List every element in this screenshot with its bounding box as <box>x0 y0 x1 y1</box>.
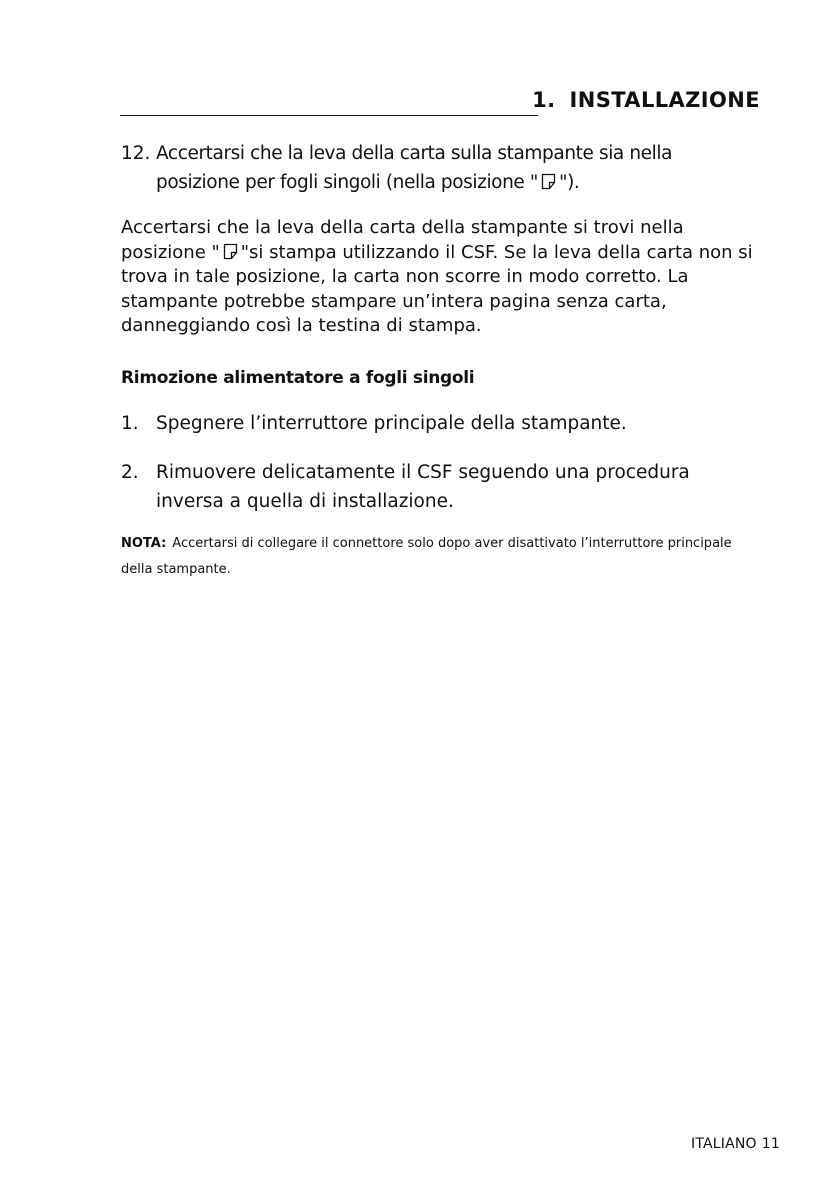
chapter-number: 1. <box>532 88 556 112</box>
header-rule <box>120 115 538 116</box>
removal-step-2 <box>121 458 761 516</box>
section-heading: Rimozione alimentatore a fogli singoli <box>121 367 475 388</box>
paragraph-text-part: Accertarsi che la leva della carta della stampante si trovi nella posizione " <box>121 217 684 263</box>
note <box>121 531 761 583</box>
single-sheet-icon <box>541 173 556 190</box>
page-number: 11 <box>761 1136 780 1152</box>
step-number: 12. <box>121 143 151 164</box>
note-text: Accertarsi di collegare il connettore solo dopo aver disattivato l’interruttore principale della stampante. <box>121 535 732 577</box>
note-label: NOTA: <box>121 535 167 551</box>
step-number: 1. <box>121 412 139 434</box>
step-12 <box>121 139 761 197</box>
step-text-part: "). <box>559 172 580 193</box>
page-content <box>121 139 761 583</box>
paragraph-text-part: "si stampa utilizzando il CSF. Se la leva della carta non si trova in tale posizione, la carta non scorre in modo corretto. La stampante potrebbe stampare un’intera pagina senza carta, danneggiando così la testina di stampa. <box>121 241 753 336</box>
lever-paragraph <box>121 216 761 339</box>
step-text-part: Accertarsi che la leva della carta sulla stampante sia nella posizione per fogli singoli (nella posizione " <box>156 143 673 193</box>
step-text: Rimuovere delicatamente il CSF seguendo una procedura inversa a quella di installazione. <box>156 461 690 512</box>
page-footer <box>691 1136 780 1152</box>
chapter-heading <box>532 88 760 112</box>
removal-step-1 <box>121 409 761 438</box>
step-text <box>156 139 761 197</box>
step-text: Spegnere l’interruttore principale della stampante. <box>156 412 627 434</box>
footer-language: ITALIANO <box>691 1136 757 1152</box>
step-number: 2. <box>121 461 139 483</box>
single-sheet-icon <box>223 243 238 260</box>
chapter-title: INSTALLAZIONE <box>569 88 760 112</box>
page-header <box>120 88 760 118</box>
